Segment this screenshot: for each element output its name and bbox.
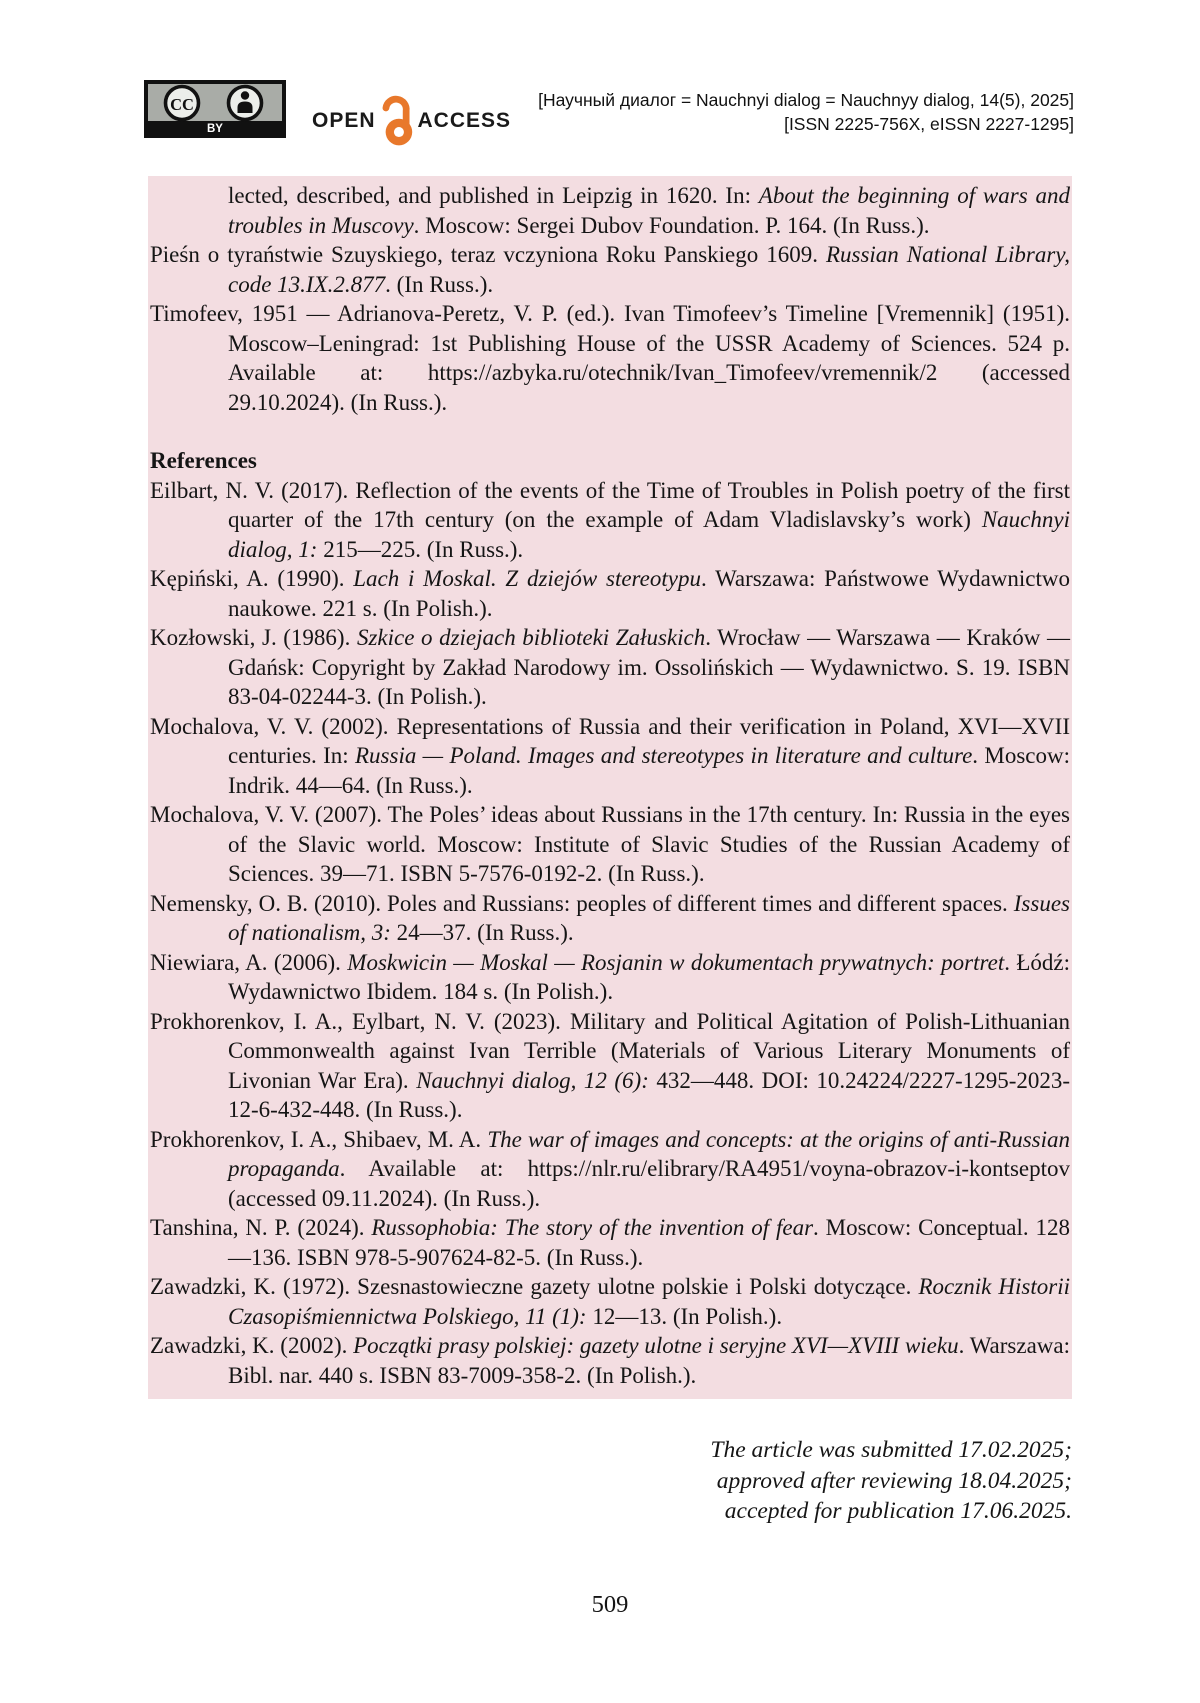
reference-text-segment: 12—13. (In Polish.). [586, 1303, 783, 1329]
reference-entry [150, 800, 1070, 889]
journal-title-line: [Научный диалог = Nauchnyi dialog = Nauchnyy dialog, 14(5), 2025] [538, 90, 1074, 110]
reference-entry [150, 1213, 1070, 1272]
cc-by-license-badge [144, 80, 286, 143]
reference-text-segment: . Łódź: Wydawnictwo Ibidem. 184 s. (In Polish.). [228, 949, 1070, 1004]
reference-text-segment: Timofeev, 1951 — Adrianova-Peretz, V. P. (ed.). Ivan Timofeev’s Timeline [Vremennik] (1951). Moscow–Leningrad: 1st Publishing House of the USSR Academy of Sciences. 524 p. Available at: [150, 301, 1070, 385]
reference-text-segment: . Warszawa: Państwowe Wydawnictwo naukowe. 221 s. (In Polish.). [228, 566, 1071, 621]
reference-text-segment: Russian National Library, code 13.IX.2.877 [228, 242, 1071, 297]
pre-references-list [150, 181, 1070, 417]
reference-url[interactable]: https://nlr.ru/elibrary/RA4951/voyna-obrazov-i-kontseptov [527, 1156, 1070, 1181]
reference-text-segment: Mochalova, V. V. (2007). The Poles’ ideas about Russians in the 17th century. In: Russia in the eyes of the Slavic world. Moscow: Institute of Slavic Studies of the Russian Academy of Sciences. 39—71. ISBN 5-7576-0192-2. (In Russ.). [150, 802, 1070, 886]
reference-entry [150, 948, 1070, 1007]
reference-text-segment: Russia — Poland. Images and stereotypes in literature and culture [355, 743, 973, 768]
reference-entry [150, 1007, 1070, 1125]
reference-text-segment: Pieśn o tyraństwie Szuyskiego, teraz vczyniona Roku Panskiego 1609. [150, 242, 826, 267]
reference-text-segment: Moskwicin — Moskal — Rosjanin w dokumentach prywatnych: portret [347, 949, 1005, 975]
reference-text-segment: About the beginning of wars and troubles in Muscovy [228, 183, 1070, 238]
reference-entry [150, 889, 1070, 948]
open-access-open-label: OPEN [312, 108, 376, 132]
page-number: 509 [591, 1590, 629, 1618]
reference-text-segment: The war of images and concepts: at the origins of anti-Russian propaganda [228, 1126, 1070, 1181]
reference-text-segment: . Moscow: Conceptual. 128—136. ISBN 978-5-907624-82-5. (In Russ.). [228, 1215, 1070, 1270]
reference-entry [150, 1331, 1070, 1390]
reference-text-segment: Początki prasy polskiej: gazety ulotne i seryjne XVI—XVIII wieku [353, 1333, 959, 1358]
reference-text-segment: Eilbart, N. V. (2017). Reflection of the events of the Time of Troubles in Polish poetry of the first quarter of the 17th century (on the example of Adam Vladislavsky’s work) [150, 477, 1070, 532]
reference-entry [150, 712, 1070, 801]
cc-by-icon [144, 80, 286, 138]
reference-text-segment: lected, described, and published in Leipzig in 1620. In: [228, 183, 759, 208]
reference-text-segment: Rocznik Historii Czasopiśmiennictwa Polskiego, 11 (1): [228, 1274, 1070, 1329]
open-lock-icon [379, 94, 415, 146]
reference-text-segment: . Warszawa: Bibl. nar. 440 s. ISBN 83-7009-358-2. (In Polish.). [228, 1333, 1071, 1388]
reference-text-segment: Nauchnyi dialog, 1: [228, 507, 1070, 562]
reference-text-segment: Nemensky, O. B. (2010). Poles and Russians: peoples of different times and different spaces. [150, 890, 1014, 916]
reference-text-segment: 432—448. DOI: 10.24224/2227-1295-2023-12-6-432-448. (In Russ.). [228, 1067, 1071, 1122]
reference-text-segment: . Wrocław — Warszawa — Kraków — Gdańsk: Copyright by Zakład Narodowy im. Ossolińskich — Wydawnictwo. S. 19. ISBN 83-04-02244-3. (In Polish.). [228, 625, 1070, 709]
reference-entry [150, 240, 1070, 299]
reference-text-segment: Niewiara, A. (2006). [150, 949, 348, 975]
submission-dates [148, 1435, 1072, 1527]
reference-text-segment: . (In Russ.). [385, 271, 494, 297]
reference-text-segment: Kozłowski, J. (1986). [150, 625, 357, 650]
reference-text-segment: (accessed 29.10.2024). (In Russ.). [228, 360, 1070, 415]
reference-text-segment: Tanshina, N. P. (2024). [150, 1215, 372, 1240]
references-list [150, 476, 1070, 1391]
open-access-logo [312, 94, 511, 146]
references-highlight-block [148, 176, 1072, 1399]
journal-issn-line: [ISSN 2225-756X, eISSN 2227-1295] [784, 114, 1074, 134]
open-access-access-label: ACCESS [417, 108, 512, 132]
submission-note-line: accepted for publication 17.06.2025. [724, 1498, 1072, 1524]
reference-text-segment: . Moscow: Indrik. 44—64. (In Russ.). [228, 743, 1070, 798]
reference-text-segment: 215—225. (In Russ.). [317, 536, 524, 562]
reference-text-segment: . Moscow: Sergei Dubov Foundation. P. 164. (In Russ.). [413, 212, 930, 238]
journal-info [538, 88, 1074, 136]
cc-by-label: BY [207, 123, 223, 135]
reference-text-segment: . Available at: [339, 1156, 528, 1181]
reference-text-segment: Prokhorenkov, I. A., Eylbart, N. V. (2023). Military and Political Agitation of Polish-Lithuanian Commonwealth against Ivan Terrible (Materials of Various Literary Monuments of Livonian War Era). [150, 1008, 1070, 1093]
reference-entry [150, 299, 1070, 417]
reference-entry [150, 181, 1070, 240]
reference-text-segment: Nauchnyi dialog, 12 (6): [416, 1067, 649, 1093]
page-content [148, 176, 1072, 1619]
reference-text-segment: (accessed 09.11.2024). (In Russ.). [228, 1185, 541, 1211]
reference-entry [150, 1272, 1070, 1331]
reference-entry [150, 623, 1070, 712]
cc-label: CC [170, 95, 194, 114]
reference-entry [150, 1125, 1070, 1214]
reference-text-segment: Mochalova, V. V. (2002). Representations of Russia and their verification in Poland, XVI—XVII centuries. In: [150, 713, 1070, 768]
reference-url[interactable]: https://azbyka.ru/otechnik/Ivan_Timofeev/vremennik/2 [427, 360, 938, 385]
references-heading: References [150, 448, 257, 473]
reference-text-segment: Zawadzki, K. (1972). Szesnastowieczne gazety ulotne polskie i Polski dotyczące. [150, 1274, 919, 1299]
submission-note-line: The article was submitted 17.02.2025; [710, 1437, 1072, 1463]
reference-text-segment: Zawadzki, K. (2002). [150, 1333, 354, 1358]
reference-text-segment: Lach i Moskal. Z dziejów stereotypu [353, 566, 701, 591]
submission-note-line: approved after reviewing 18.04.2025; [716, 1467, 1072, 1494]
reference-text-segment: Issues of nationalism, 3: [228, 890, 1070, 945]
reference-text-segment: Russophobia: The story of the invention of fear [371, 1215, 814, 1240]
reference-text-segment: 24—37. (In Russ.). [390, 920, 574, 945]
page-header [0, 0, 1200, 146]
reference-text-segment: Prokhorenkov, I. A., Shibaev, M. A. [150, 1126, 488, 1152]
reference-entry [150, 476, 1070, 565]
reference-text-segment: Szkice o dziejach biblioteki Załuskich [356, 625, 706, 650]
reference-text-segment: Kępiński, A. (1990). [150, 566, 354, 591]
reference-entry [150, 564, 1070, 623]
